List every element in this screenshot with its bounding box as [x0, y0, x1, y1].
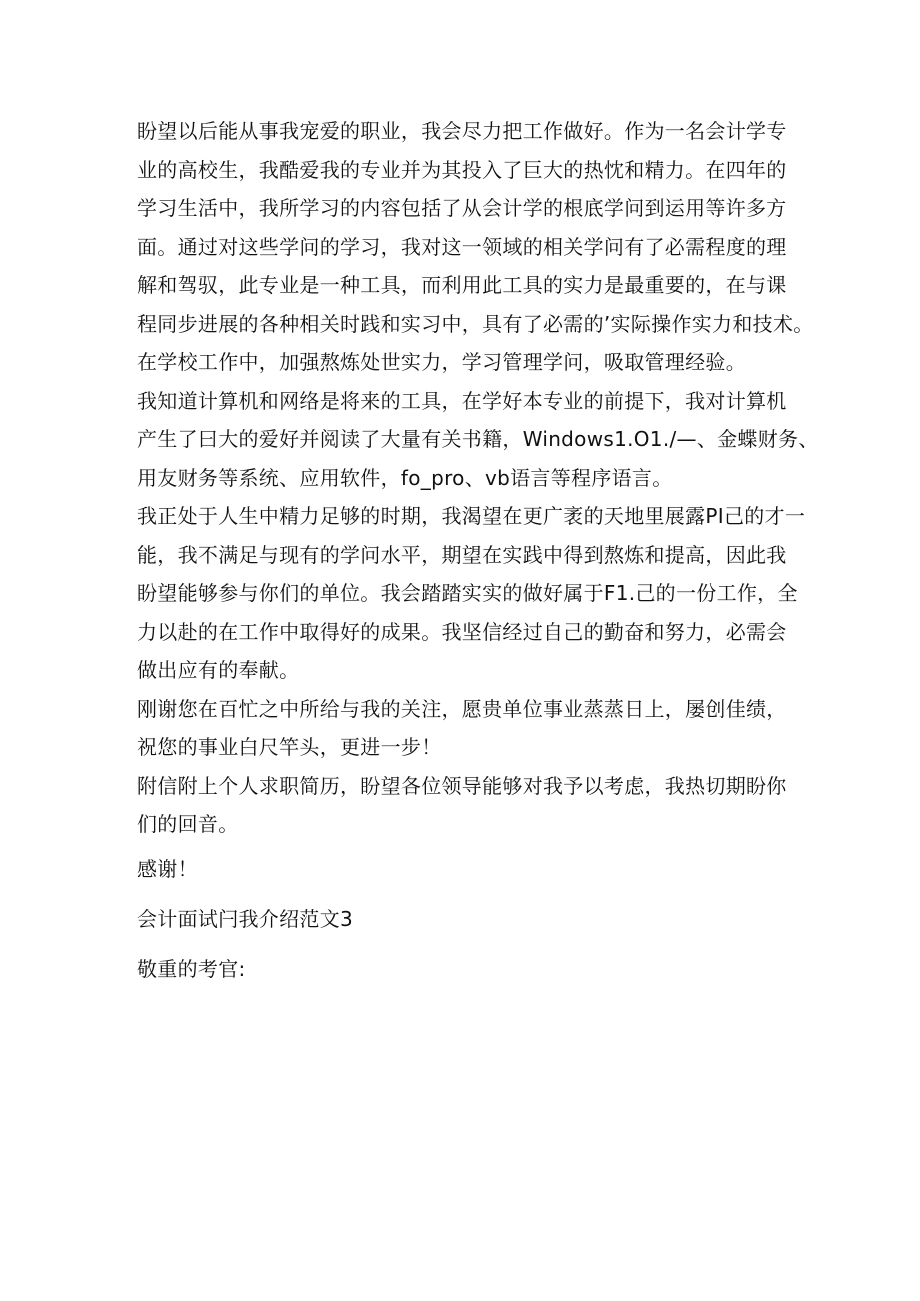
- text-line: 面。通过对这些学问的学习，我对这一领域的相关学问有了必需程度的理: [137, 234, 787, 259]
- paragraph-motivation: [137, 497, 806, 690]
- text-line: 刚谢您在百忙之中所给与我的关注，愿贵单位事业蒸蒸日上，屡创佳绩，: [137, 696, 787, 721]
- section-heading: 会计面试闩我介绍范文3: [137, 906, 354, 931]
- text-line: 力以赴的在工作中取得好的成果。我坚信经过自己的勤奋和努力，必需会: [137, 619, 787, 644]
- text-line: 做出应有的奉献。: [137, 658, 300, 682]
- salutation-line: 敬重的考官:: [137, 956, 246, 981]
- text-line: 盼望能够参与你们的单位。我会踏踏实实的做好属于F1.己的一份工作，全: [137, 581, 798, 605]
- text-line: 程同步进展的各种相关时践和实习中，具有了必需的’实际操作实力和技术。: [137, 311, 814, 336]
- text-line: 用友财务等系统、应用软件，fo_pro、vb语言等程序语言。: [137, 465, 673, 490]
- text-line: 我知道计算机和网络是将来的工具，在学好本专业的前提下，我对计算机: [137, 388, 787, 413]
- text-line: 学习生活中，我所学习的内容包括了从会计学的根底学问到运用等许多方: [137, 196, 787, 220]
- text-line: 业的高校生，我酷爱我的专业并为其投入了巨大的热忱和精力。在四年的: [137, 157, 787, 182]
- paragraph-career-goal: [137, 112, 814, 382]
- text-line: 解和驾驭，此专业是一种工具，而利用此工具的实力是最重要的，在与课: [137, 273, 787, 297]
- text-line: 们的回音。: [137, 812, 239, 836]
- text-line: 盼望以后能从事我宠爱的职业，我会尽力把工作做好。作为一名会计学专: [137, 119, 787, 143]
- text-line: 祝您的事业白尺竿头，更进一步！: [137, 735, 442, 759]
- text-line: 在学校工作中，加强熬炼处世实力，学习管理学问，吸取管理经验。: [137, 350, 746, 374]
- text-line: 产生了曰大的爱好并阅读了大量有关书籍，Windows1.O1./—、金蝶财务、: [137, 427, 819, 451]
- document-body: [137, 112, 819, 994]
- thanks-line: 感谢！: [137, 856, 198, 881]
- text-line: 附信附上个人求职简历，盼望各位领导能够对我予以考虑，我热切期盼你: [137, 773, 787, 798]
- paragraph-attachment: [137, 767, 797, 844]
- paragraph-thanks-wishes: [137, 690, 797, 767]
- paragraph-computer-skills: [137, 382, 819, 498]
- text-line: 能，我不满足与现有的学问水平，期望在实践中得到熬炼和提高，因此我: [137, 542, 787, 567]
- text-line: 我正处于人生中精力足够的时期，我渴望在更广袤的天地里展露PI己的才一: [137, 504, 806, 528]
